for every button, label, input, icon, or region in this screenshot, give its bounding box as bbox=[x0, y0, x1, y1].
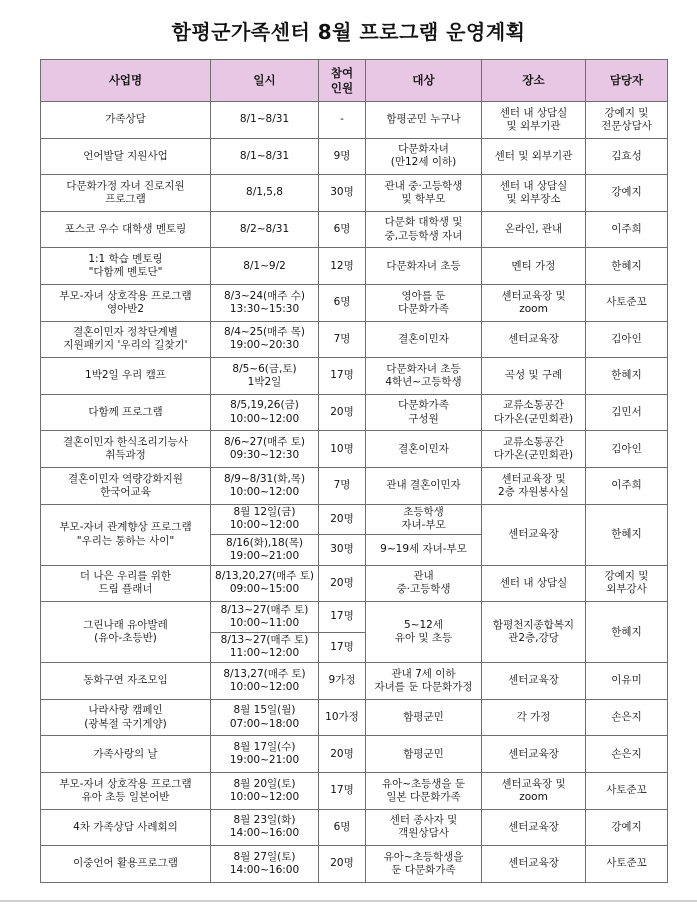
cell-staff: 이유미 bbox=[586, 663, 668, 700]
table-row bbox=[41, 248, 668, 285]
cell-program-name: 가족상담 bbox=[41, 102, 211, 139]
page-title: 함평군가족센터 8월 프로그램 운영계획 bbox=[171, 20, 526, 44]
cell-staff: 손은지 bbox=[586, 699, 668, 736]
cell-date: 8/3~24(매주 수) 13:30~15:30 bbox=[211, 284, 319, 321]
table-row bbox=[41, 431, 668, 468]
cell-program-name: 언어발달 지원사업 bbox=[41, 138, 211, 175]
cell-date: 8/13,27(매주 토) 10:00~12:00 bbox=[211, 663, 319, 700]
cell-participants: 17명 bbox=[319, 602, 366, 633]
cell-date: 8/13,20,27(매주 토) 09:00~15:00 bbox=[211, 565, 319, 602]
header-staff: 담당자 bbox=[586, 60, 668, 102]
cell-target: 초등학생 자녀-부모 bbox=[366, 504, 482, 535]
cell-staff: 사토준꼬 bbox=[586, 772, 668, 809]
cell-date: 8/5~6(금,토) 1박2일 bbox=[211, 358, 319, 395]
cell-participants: 9가정 bbox=[319, 663, 366, 700]
cell-date: 8/13~27(매주 토) 10:00~11:00 bbox=[211, 602, 319, 633]
cell-date: 8월 27일(토) 14:00~16:00 bbox=[211, 846, 319, 883]
table-row bbox=[41, 846, 668, 883]
cell-staff: 김민서 bbox=[586, 394, 668, 431]
cell-program-name: 다함께 프로그램 bbox=[41, 394, 211, 431]
table-row bbox=[41, 602, 668, 633]
cell-target: 9~19세 자녀-부모 bbox=[366, 535, 482, 566]
program-table bbox=[40, 59, 668, 883]
header-program-name: 사업명 bbox=[41, 60, 211, 102]
table-row bbox=[41, 809, 668, 846]
cell-target: 관내 7세 이하 자녀를 둔 다문화가정 bbox=[366, 663, 482, 700]
cell-staff: 사토준꼬 bbox=[586, 284, 668, 321]
cell-date: 8/1~8/31 bbox=[211, 138, 319, 175]
cell-program-name: 부모-자녀 관계향상 프로그램 "우리는 통하는 사이" bbox=[41, 504, 211, 565]
cell-date: 8/5,19,26(금) 10:00~12:00 bbox=[211, 394, 319, 431]
cell-date: 8월 12일(금) 10:00~12:00 bbox=[211, 504, 319, 535]
cell-target: 유아~초등생을 둔 일본 다문화가족 bbox=[366, 772, 482, 809]
cell-target: 함평군민 누구나 bbox=[366, 102, 482, 139]
cell-date: 8/1,5,8 bbox=[211, 175, 319, 212]
cell-program-name: 동화구연 자조모임 bbox=[41, 663, 211, 700]
cell-date: 8월 23일(화) 14:00~16:00 bbox=[211, 809, 319, 846]
cell-place: 곡성 및 구례 bbox=[482, 358, 586, 395]
cell-program-name: 가족사랑의 날 bbox=[41, 736, 211, 773]
cell-participants: 12명 bbox=[319, 248, 366, 285]
cell-staff: 김아인 bbox=[586, 431, 668, 468]
table-row bbox=[41, 321, 668, 358]
cell-participants: 7명 bbox=[319, 467, 366, 504]
cell-target: 다문화자녀 초등 bbox=[366, 248, 482, 285]
table-header-row bbox=[41, 60, 668, 102]
table-row bbox=[41, 565, 668, 602]
table-row bbox=[41, 138, 668, 175]
cell-date: 8/1~9/2 bbox=[211, 248, 319, 285]
cell-target: 관내 중·고등학생 및 학부모 bbox=[366, 175, 482, 212]
cell-target: 유아~초등학생을 둔 다문화가족 bbox=[366, 846, 482, 883]
cell-place: 센터 내 상담실 및 외부장소 bbox=[482, 175, 586, 212]
cell-participants: 30명 bbox=[319, 175, 366, 212]
cell-date: 8/13~27(매주 토) 11:00~12:00 bbox=[211, 632, 319, 663]
cell-place: 센터교육장 bbox=[482, 663, 586, 700]
table-row bbox=[41, 504, 668, 535]
cell-place: 센터교육장 bbox=[482, 321, 586, 358]
cell-place: 센터교육장 및 zoom bbox=[482, 284, 586, 321]
cell-target: 함평군민 bbox=[366, 736, 482, 773]
table-row bbox=[41, 175, 668, 212]
cell-place: 각 가정 bbox=[482, 699, 586, 736]
cell-participants: 6명 bbox=[319, 211, 366, 248]
table-row bbox=[41, 699, 668, 736]
cell-date: 8/6~27(매주 토) 09:30~12:30 bbox=[211, 431, 319, 468]
table-row bbox=[41, 394, 668, 431]
cell-staff: 김아인 bbox=[586, 321, 668, 358]
table-row bbox=[41, 211, 668, 248]
cell-date: 8/1~8/31 bbox=[211, 102, 319, 139]
cell-participants: 10가정 bbox=[319, 699, 366, 736]
cell-participants: 6명 bbox=[319, 809, 366, 846]
cell-program-name: 이중언어 활용프로그램 bbox=[41, 846, 211, 883]
table-row bbox=[41, 772, 668, 809]
cell-staff: 이주희 bbox=[586, 211, 668, 248]
cell-participants: 17명 bbox=[319, 632, 366, 663]
cell-program-name: 포스코 우수 대학생 멘토링 bbox=[41, 211, 211, 248]
cell-place: 센터 내 상담실 및 외부기관 bbox=[482, 102, 586, 139]
cell-staff: 강예지 bbox=[586, 175, 668, 212]
cell-place: 센터교육장 및 2층 자원봉사실 bbox=[482, 467, 586, 504]
cell-target: 다문화자녀 (만12세 이하) bbox=[366, 138, 482, 175]
header-date: 일시 bbox=[211, 60, 319, 102]
cell-participants: 20명 bbox=[319, 394, 366, 431]
cell-target: 다문화가족 구성원 bbox=[366, 394, 482, 431]
cell-target: 다문화 대학생 및 중,고등학생 자녀 bbox=[366, 211, 482, 248]
cell-participants: 17명 bbox=[319, 358, 366, 395]
cell-place: 센터교육장 bbox=[482, 809, 586, 846]
cell-place: 센터교육장 bbox=[482, 504, 586, 565]
cell-target: 관내 중·고등학생 bbox=[366, 565, 482, 602]
cell-place: 교류소통공간 다가온(군민회관) bbox=[482, 394, 586, 431]
cell-date: 8/16(화),18(목) 19:00~21:00 bbox=[211, 535, 319, 566]
cell-program-name: 그린나래 유아발레 (유아-초등반) bbox=[41, 602, 211, 663]
cell-date: 8월 17일(수) 19:00~21:00 bbox=[211, 736, 319, 773]
cell-program-name: 1박2일 우리 캠프 bbox=[41, 358, 211, 395]
cell-date: 8/9~8/31(화,목) 10:00~12:00 bbox=[211, 467, 319, 504]
cell-place: 온라인, 관내 bbox=[482, 211, 586, 248]
table-row bbox=[41, 102, 668, 139]
cell-place: 센터교육장 bbox=[482, 736, 586, 773]
cell-participants: 9명 bbox=[319, 138, 366, 175]
cell-date: 8/4~25(매주 목) 19:00~20:30 bbox=[211, 321, 319, 358]
cell-date: 8/2~8/31 bbox=[211, 211, 319, 248]
cell-staff: 강예지 및 외부강사 bbox=[586, 565, 668, 602]
cell-target: 영아를 둔 다문화가족 bbox=[366, 284, 482, 321]
table-row bbox=[41, 358, 668, 395]
cell-participants: 20명 bbox=[319, 565, 366, 602]
page-bottom-divider bbox=[0, 900, 697, 902]
header-place: 장소 bbox=[482, 60, 586, 102]
cell-staff: 한혜지 bbox=[586, 358, 668, 395]
header-target: 대상 bbox=[366, 60, 482, 102]
cell-staff: 사토준꼬 bbox=[586, 846, 668, 883]
table-row bbox=[41, 284, 668, 321]
cell-target: 결혼이민자 bbox=[366, 431, 482, 468]
table-row bbox=[41, 663, 668, 700]
cell-staff: 강예지 및 전문상담사 bbox=[586, 102, 668, 139]
cell-participants: 30명 bbox=[319, 535, 366, 566]
cell-date: 8월 15일(월) 07:00~18:00 bbox=[211, 699, 319, 736]
cell-staff: 한혜지 bbox=[586, 602, 668, 663]
cell-target: 관내 결혼이민자 bbox=[366, 467, 482, 504]
cell-place: 센터 내 상담실 bbox=[482, 565, 586, 602]
cell-program-name: 부모-자녀 상호작용 프로그램 유아 초등 일본어반 bbox=[41, 772, 211, 809]
cell-participants: 20명 bbox=[319, 846, 366, 883]
cell-target: 결혼이민자 bbox=[366, 321, 482, 358]
cell-date: 8월 20일(토) 10:00~12:00 bbox=[211, 772, 319, 809]
cell-staff: 강예지 bbox=[586, 809, 668, 846]
cell-program-name: 더 나은 우리를 위한 드림 플래너 bbox=[41, 565, 211, 602]
cell-target: 센터 종사자 및 객원상담사 bbox=[366, 809, 482, 846]
cell-participants: 20명 bbox=[319, 504, 366, 535]
cell-place: 센터교육장 bbox=[482, 846, 586, 883]
cell-participants: - bbox=[319, 102, 366, 139]
cell-place: 멘티 가정 bbox=[482, 248, 586, 285]
table-row bbox=[41, 736, 668, 773]
cell-participants: 20명 bbox=[319, 736, 366, 773]
cell-place: 교류소통공간 다가온(군민회관) bbox=[482, 431, 586, 468]
cell-target: 5~12세 유아 및 초등 bbox=[366, 602, 482, 663]
cell-program-name: 결혼이민자 정착단계별 지원패키지 '우리의 길찾기' bbox=[41, 321, 211, 358]
cell-place: 센터 및 외부기관 bbox=[482, 138, 586, 175]
cell-participants: 7명 bbox=[319, 321, 366, 358]
cell-participants: 10명 bbox=[319, 431, 366, 468]
cell-place: 함평천지종합복지 관2층,강당 bbox=[482, 602, 586, 663]
cell-staff: 이주희 bbox=[586, 467, 668, 504]
cell-participants: 6명 bbox=[319, 284, 366, 321]
header-participants: 참여 인원 bbox=[319, 60, 366, 102]
cell-program-name: 나라사랑 캠페인 (광복절 국기게양) bbox=[41, 699, 211, 736]
cell-staff: 한혜지 bbox=[586, 248, 668, 285]
cell-program-name: 1:1 학습 멘토링 "다함께 멘토단" bbox=[41, 248, 211, 285]
cell-place: 센터교육장 및 zoom bbox=[482, 772, 586, 809]
table-row bbox=[41, 467, 668, 504]
cell-program-name: 다문화가정 자녀 진로지원 프로그램 bbox=[41, 175, 211, 212]
cell-program-name: 결혼이민자 역량강화지원 한국어교육 bbox=[41, 467, 211, 504]
cell-program-name: 4차 가족상담 사례회의 bbox=[41, 809, 211, 846]
cell-staff: 한혜지 bbox=[586, 504, 668, 565]
cell-program-name: 부모-자녀 상호작용 프로그램 영아반2 bbox=[41, 284, 211, 321]
cell-staff: 손은지 bbox=[586, 736, 668, 773]
cell-staff: 김효성 bbox=[586, 138, 668, 175]
cell-target: 함평군민 bbox=[366, 699, 482, 736]
cell-program-name: 결혼이민자 한식조리기능사 취득과정 bbox=[41, 431, 211, 468]
cell-participants: 17명 bbox=[319, 772, 366, 809]
cell-target: 다문화자녀 초등 4학년~고등학생 bbox=[366, 358, 482, 395]
